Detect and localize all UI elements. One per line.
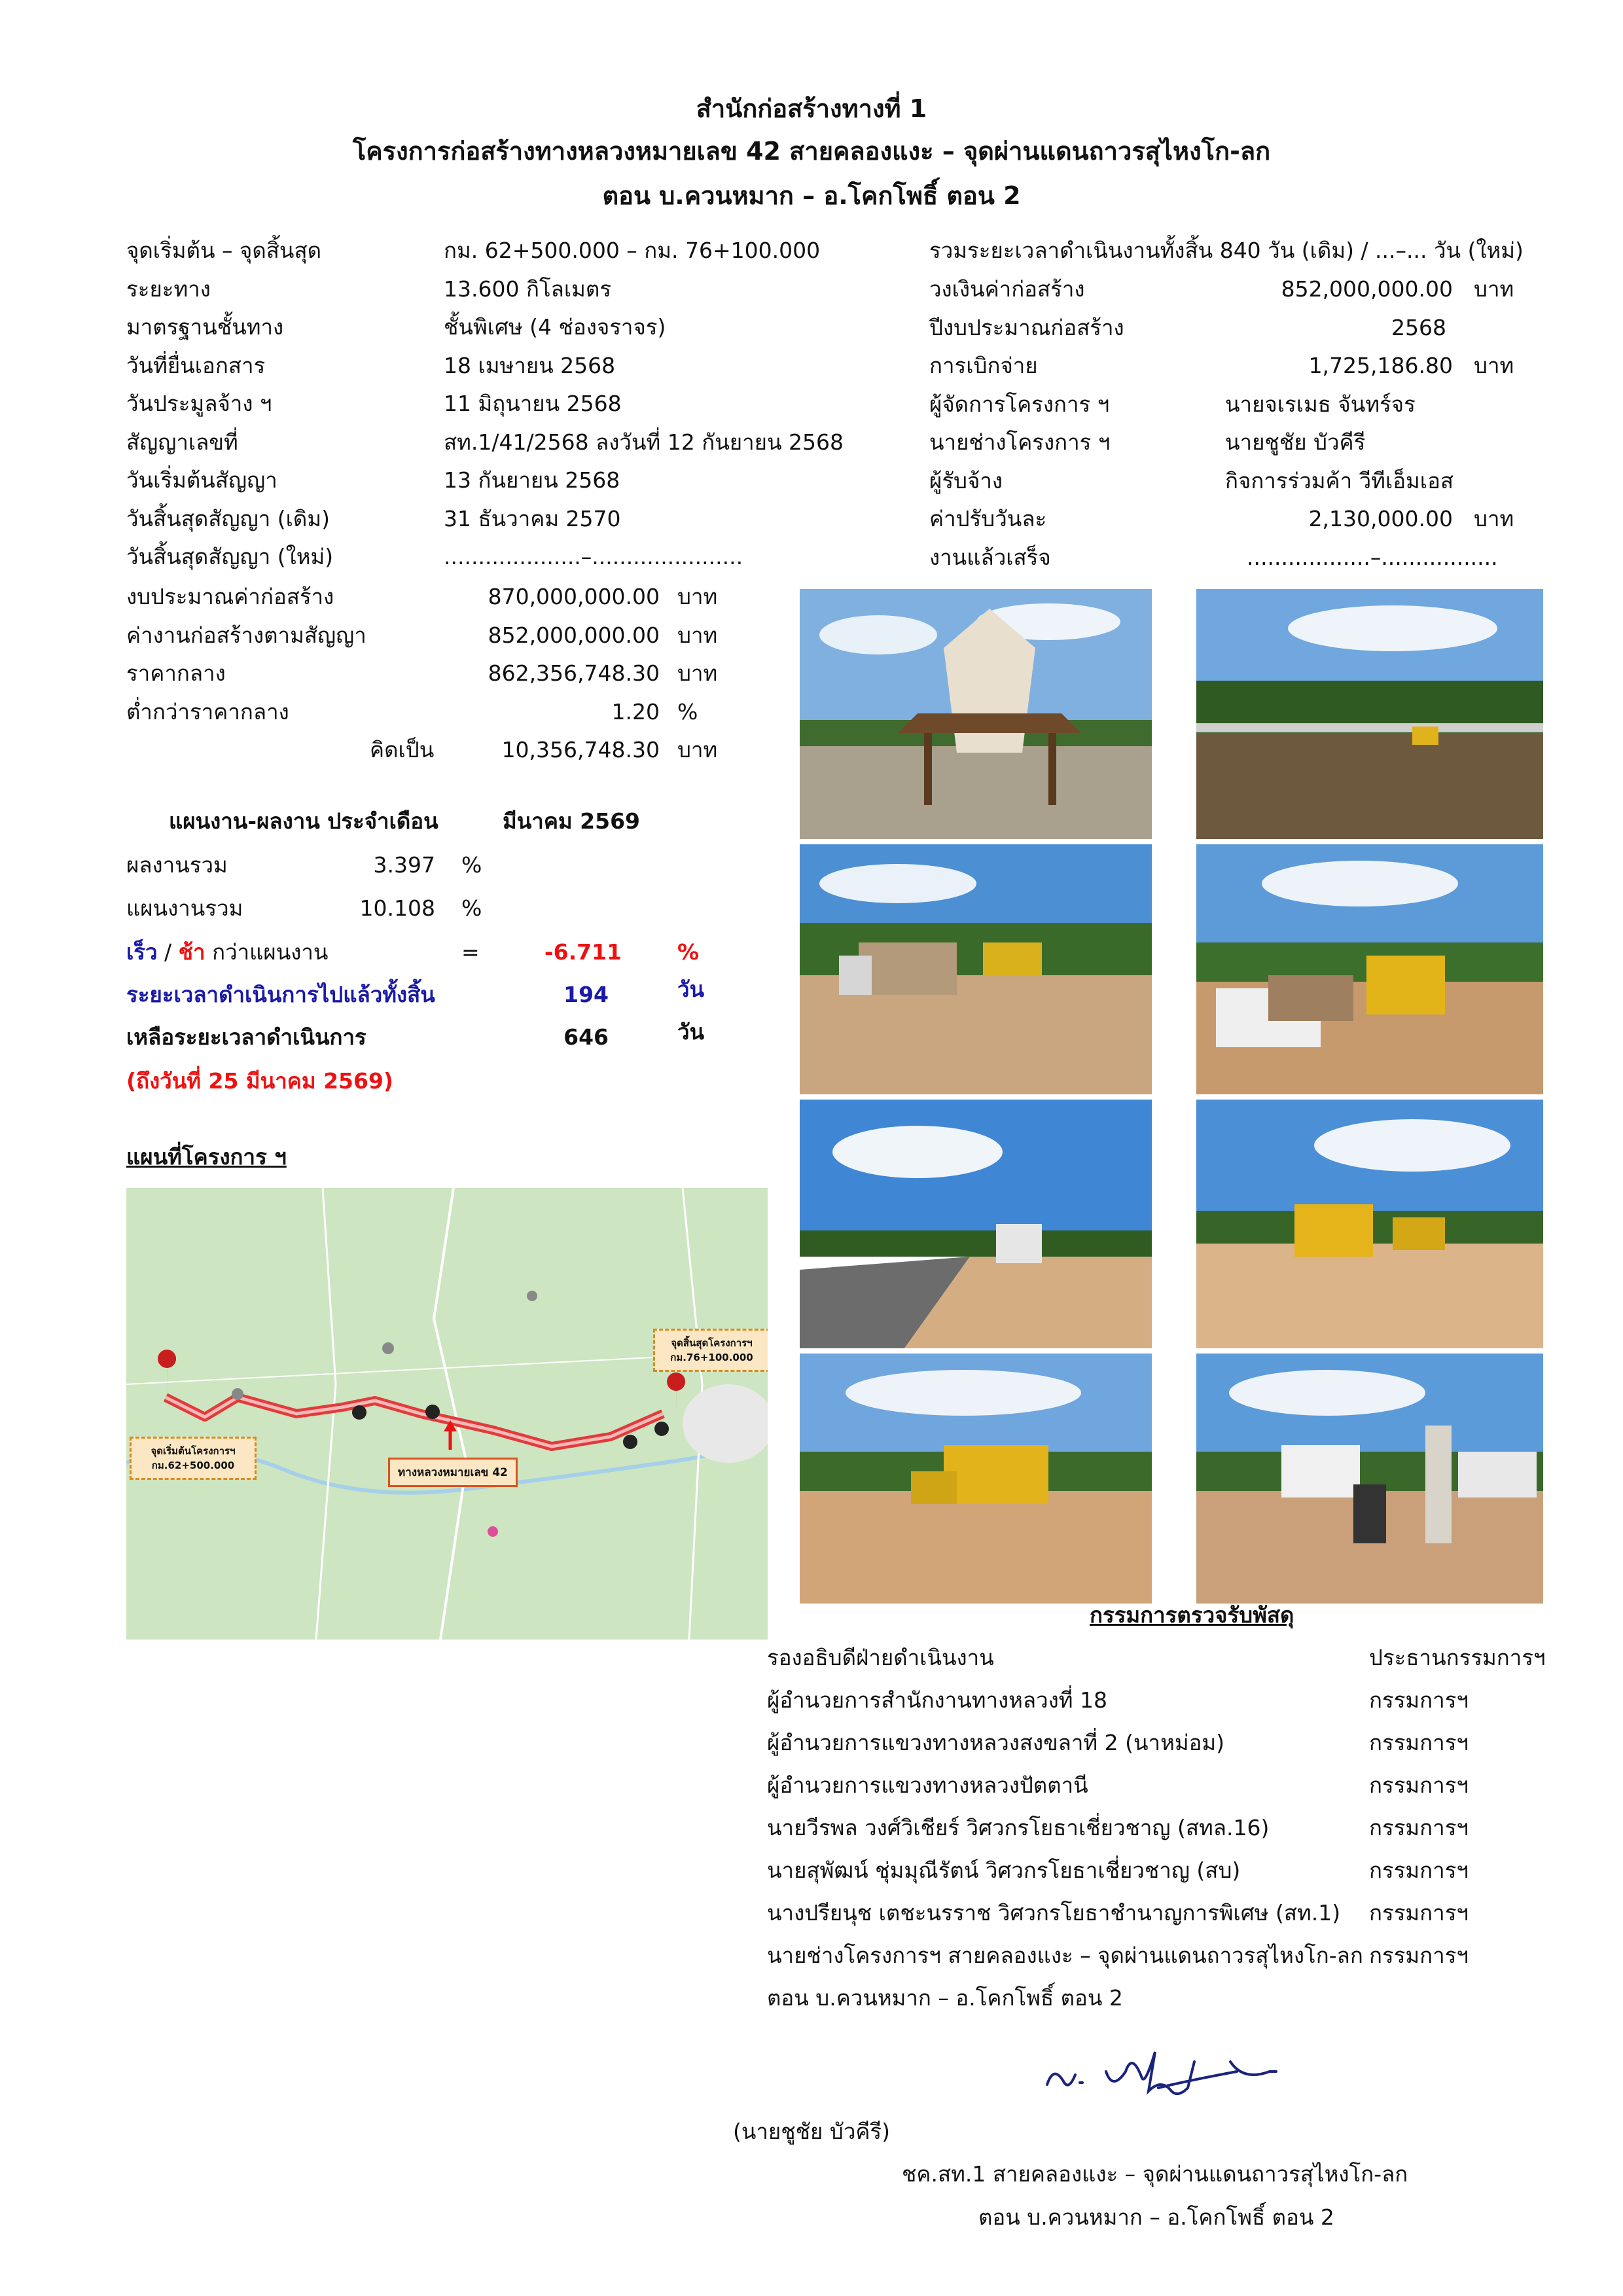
info-value: ชั้นพิเศษ (4 ช่องจราจร) <box>444 314 666 340</box>
info-label: วันเริ่มต้นสัญญา <box>126 467 277 493</box>
remain-value: 646 <box>563 1024 609 1050</box>
budget-value: 1.20 <box>611 698 660 725</box>
elapsed-unit: วัน <box>677 977 705 1002</box>
actual-unit: % <box>461 852 482 878</box>
map-end-label: จุดสิ้นสุดโครงการฯ <box>671 1337 753 1349</box>
info-label: ผู้รับจ้าง <box>929 467 1003 493</box>
actual-label: ผลงานรวม <box>126 852 228 878</box>
info-label: วันที่ยื่นเอกสาร <box>126 352 266 378</box>
committee-role: กรรมการฯ <box>1369 1943 1469 1968</box>
info-label: ปีงบประมาณก่อสร้าง <box>929 314 1124 340</box>
info-value: 31 ธันวาคม 2570 <box>444 505 621 531</box>
header-line-2: โครงการก่อสร้างทางหลวงหมายเลข 42 สายคลองแงะ – จุดผ่านแดนถาวรสุไหงโก-ลก <box>352 137 1271 166</box>
map-start-km: กม.62+500.000 <box>151 1460 235 1471</box>
info-value: นายจเรเมธ จันทร์จร <box>1225 391 1416 417</box>
info-value: ..................–................. <box>1247 544 1498 570</box>
budget-value: 862,356,748.30 <box>488 660 660 686</box>
info-value: สท.1/41/2568 ลงวันที่ 12 กันยายน 2568 <box>444 429 844 455</box>
info-label: นายช่างโครงการ ฯ <box>929 429 1111 455</box>
info-label: การเบิกจ่าย <box>929 353 1038 378</box>
committee-role: ประธานกรรมการฯ <box>1369 1645 1546 1670</box>
site-photo-7 <box>800 1354 1152 1604</box>
signer-name: (นายชูชัย บัวคีรี) <box>732 2119 891 2144</box>
site-photo-1 <box>800 589 1152 839</box>
info-value: 13 กันยายน 2568 <box>444 467 620 493</box>
plan-label: แผนงานรวม <box>126 895 243 921</box>
progress-title: แผนงาน-ผลงาน ประจำเดือน <box>169 808 438 834</box>
info-label: วันสิ้นสุดสัญญา (เดิม) <box>126 505 330 531</box>
progress-month: มีนาคม 2569 <box>503 808 641 834</box>
compare-line <box>126 939 329 965</box>
as-of-date: (ถึงวันที่ 25 มีนาคม 2569) <box>126 1068 394 1094</box>
committee-member: นายวีรพล วงศ์วิเชียร์ วิศวกรโยธาเชี่ยวชาญ (สทล.16) <box>767 1815 1270 1840</box>
committee-member: นายสุพัฒน์ ชุ่มมุณีรัตน์ วิศวกรโยธาเชี่ยวชาญ (สบ) <box>767 1857 1241 1883</box>
committee-member: ตอน บ.ควนหมาก – อ.โคกโพธิ์ ตอน 2 <box>767 1985 1123 2011</box>
site-photo-8 <box>1196 1354 1543 1604</box>
info-value: 2,130,000.00 <box>1308 506 1453 531</box>
duration-text: รวมระยะเวลาดำเนินงานทั้งสิ้น 840 วัน (เดิม) / ...–... วัน (ใหม่) <box>929 238 1524 263</box>
map-end-callout <box>653 1329 768 1372</box>
committee-role: กรรมการฯ <box>1369 1900 1469 1926</box>
signature-image <box>1034 2022 1309 2101</box>
slow-label: ช้า <box>178 939 205 965</box>
site-photo-4 <box>1196 844 1543 1094</box>
info-label: วงเงินค่าก่อสร้าง <box>929 276 1085 302</box>
budget-label: งบประมาณค่าก่อสร้าง <box>126 584 334 609</box>
site-photo-5 <box>800 1100 1152 1348</box>
info-value: 13.600 กิโลเมตร <box>444 276 612 302</box>
info-label: วันประมูลจ้าง ฯ <box>126 391 272 416</box>
committee-role: กรรมการฯ <box>1369 1772 1469 1798</box>
site-photo-6 <box>1196 1100 1543 1348</box>
fast-label: เร็ว <box>126 939 158 965</box>
committee-role: กรรมการฯ <box>1369 1815 1469 1840</box>
committee-role: กรรมการฯ <box>1369 1687 1469 1713</box>
committee-member: นายช่างโครงการฯ สายคลองแงะ – จุดผ่านแดนถาวรสุไหงโก-ลก <box>767 1943 1363 1968</box>
actual-value: 3.397 <box>373 852 435 878</box>
committee-role: กรรมการฯ <box>1369 1730 1469 1755</box>
budget-label: ค่างานก่อสร้างตามสัญญา <box>126 622 366 648</box>
info-label: จุดเริ่มต้น – จุดสิ้นสุด <box>126 238 322 263</box>
committee-member: รองอธิบดีฝ่ายดำเนินงาน <box>767 1645 994 1670</box>
committee-member: ผู้อำนวยการสำนักงานทางหลวงที่ 18 <box>767 1687 1108 1713</box>
header-line-1: สำนักก่อสร้างทางที่ 1 <box>696 94 927 123</box>
info-label: มาตรฐานชั้นทาง <box>126 314 284 340</box>
plan-value: 10.108 <box>359 895 435 921</box>
map-road-label: ทางหลวงหมายเลข 42 <box>388 1458 518 1487</box>
info-value: 18 เมษายน 2568 <box>444 352 616 378</box>
budget-unit: % <box>677 698 698 725</box>
info-label: สัญญาเลขที่ <box>126 429 238 455</box>
project-map <box>126 1188 768 1640</box>
header-line-3: ตอน บ.ควนหมาก – อ.โคกโพธิ์ ตอน 2 <box>602 181 1021 210</box>
info-value: 11 มิถุนายน 2568 <box>444 391 622 416</box>
remain-label: เหลือระยะเวลาดำเนินการ <box>126 1024 366 1050</box>
budget-unit: บาท <box>677 584 718 609</box>
elapsed-label: ระยะเวลาดำเนินการไปแล้วทั้งสิ้น <box>126 982 435 1007</box>
signer-title-1: ชค.สท.1 สายคลองแงะ – จุดผ่านแดนถาวรสุไหงโก-ลก <box>902 2161 1408 2187</box>
committee-member: นางปรียนุช เตชะนรราช วิศวกรโยธาชำนาญการพิเศษ (สท.1) <box>767 1900 1341 1926</box>
budget-value: 852,000,000.00 <box>488 622 660 648</box>
info-value: 1,725,186.80 <box>1308 353 1453 378</box>
equals-sign: = <box>461 939 480 965</box>
info-value: 852,000,000.00 <box>1281 276 1453 302</box>
map-start-callout <box>130 1437 257 1480</box>
site-photo-3 <box>800 844 1152 1094</box>
committee-title: กรรมการตรวจรับพัสดุ <box>1090 1602 1294 1628</box>
budget-value: 870,000,000.00 <box>488 584 660 609</box>
map-title: แผนที่โครงการ ฯ <box>126 1144 287 1170</box>
diff-unit: % <box>677 939 700 965</box>
diff-value: -6.711 <box>544 939 622 965</box>
budget-unit: บาท <box>677 622 718 648</box>
plan-unit: % <box>461 895 482 921</box>
info-unit: บาท <box>1474 506 1514 531</box>
map-end-km: กม.76+100.000 <box>670 1352 753 1363</box>
info-label: วันสิ้นสุดสัญญา (ใหม่) <box>126 544 334 569</box>
info-value: กม. 62+500.000 – กม. 76+100.000 <box>444 238 821 263</box>
committee-role: กรรมการฯ <box>1369 1857 1469 1883</box>
budget-unit: บาท <box>677 660 718 686</box>
info-label: ผู้จัดการโครงการ ฯ <box>929 391 1110 417</box>
info-label: ระยะทาง <box>126 276 211 302</box>
info-unit: บาท <box>1474 353 1514 378</box>
committee-member: ผู้อำนวยการแขวงทางหลวงสงขลาที่ 2 (นาหม่อม) <box>767 1730 1225 1755</box>
info-value: นายชูชัย บัวคีรี <box>1225 429 1366 455</box>
info-value: ....................–...................... <box>444 544 743 569</box>
slash: / <box>157 939 179 965</box>
signer-title-2: ตอน บ.ควนหมาก – อ.โคกโพธิ์ ตอน 2 <box>978 2204 1334 2230</box>
info-label: ค่าปรับวันละ <box>929 506 1047 531</box>
budget-label: ต่ำกว่าราคากลาง <box>126 698 289 725</box>
committee-member: ผู้อำนวยการแขวงทางหลวงปัตตานี <box>767 1772 1088 1798</box>
info-label: งานแล้วเสร็จ <box>929 544 1051 570</box>
site-photo-2 <box>1196 589 1543 839</box>
budget-label: คิดเป็น <box>370 737 435 762</box>
remain-unit: วัน <box>677 1019 705 1045</box>
info-unit: บาท <box>1474 276 1514 302</box>
info-value: 2568 <box>1391 314 1446 340</box>
map-start-label: จุดเริ่มต้นโครงการฯ <box>151 1445 236 1457</box>
budget-label: ราคากลาง <box>126 660 226 686</box>
info-value: กิจการร่วมค้า วีทีเอ็มเอส <box>1225 467 1454 493</box>
compare-label: กว่าแผนงาน <box>205 939 329 965</box>
elapsed-value: 194 <box>563 982 609 1007</box>
budget-value: 10,356,748.30 <box>501 737 660 762</box>
budget-unit: บาท <box>677 737 718 762</box>
